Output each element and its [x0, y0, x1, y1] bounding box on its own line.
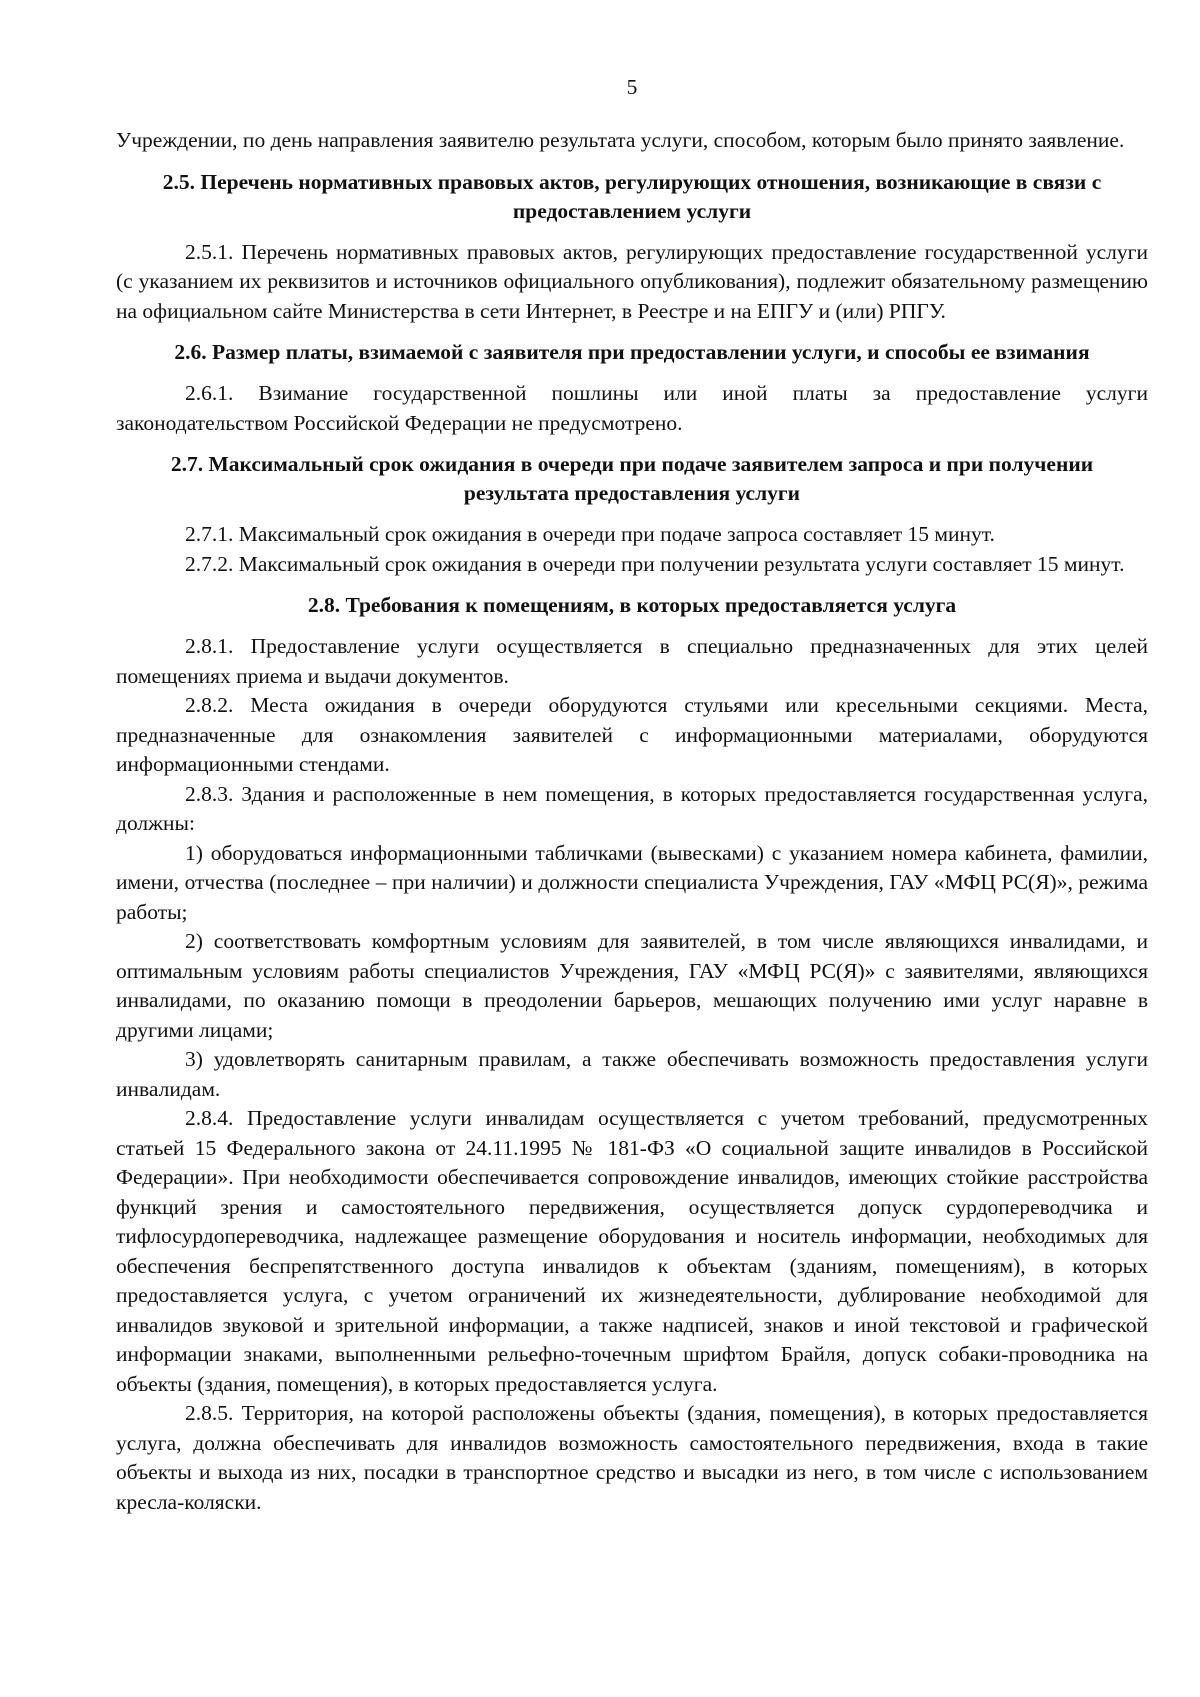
list-item-1: 1) оборудоваться информационными табличками (вывесками) с указанием номера кабинета, фамилии, имени, отчества (последнее – при наличии) и должности специалиста Учреждения, ГАУ «МФЦ РС(Я)», режима работы; [116, 840, 1148, 924]
list-item-3: 3) удовлетворять санитарным правилам, а также обеспечивать возможность предоставления услуги инвалидам. [116, 1047, 1148, 1101]
section-heading-2-5: 2.5. Перечень нормативных правовых актов, регулирующих отношения, возникающие в связи с предоставлением услуги [162, 169, 1102, 223]
paragraph-2-8-2: 2.8.2. Места ожидания в очереди оборудуются стульями или кресельными секциями. Места, предназначенные для ознакомления заявителей с информационными материалами, оборудуются информационными стендами. [116, 693, 1148, 776]
page-number: 5 [626, 75, 638, 99]
paragraph-2-8-5: 2.8.5. Территория, на которой расположены объекты (здания, помещения), в которых предоставляется услуга, должна обеспечивать для инвалидов возможность самостоятельного передвижения, входа в такие объекты и выхода из них, посадки в транспортное средство и высадки из него, в том числе с использованием кресла-коляски. [116, 1401, 1148, 1514]
paragraph-2-6-1: 2.6.1. Взимание государственной пошлины или иной платы за предоставление услуги законодательством Российской Федерации не предусмотрено. [116, 381, 1148, 435]
paragraph-2-7-1: 2.7.1. Максимальный срок ожидания в очереди при подаче запроса составляет 15 минут. [185, 522, 995, 546]
continuation-paragraph: Учреждении, по день направления заявителю результата услуги, способом, которым было принято заявление. [116, 128, 1125, 152]
document-body [116, 126, 1148, 1517]
section-heading-2-6: 2.6. Размер платы, взимаемой с заявителя при предоставлении услуги, и способы ее взимания [174, 340, 1090, 364]
paragraph-2-8-4: 2.8.4. Предоставление услуги инвалидам осуществляется с учетом требований, предусмотренных статьей 15 Федерального закона от 24.11.1995 № 181-ФЗ «О социальной защите инвалидов в Российской Федерации». При необходимости обеспечивается сопровождение инвалидов, имеющих стойкие расстройства функций зрения и самостоятельного передвижения, осуществляется допуск сурдопереводчика и тифлосурдопереводчика, надлежащее размещение оборудования и носитель информации, необходимых для обеспечения беспрепятственного доступа инвалидов к объектам (зданиям, помещениям), в которых предоставляется услуга, с учетом ограничений их жизнедеятельности, дублирование необходимой для инвалидов звуковой и зрительной информации, а также надписей, знаков и иной текстовой и графической информации знаками, выполненными рельефно-точечным шрифтом Брайля, допуск собаки-проводника на объекты (здания, помещения), в которых предоставляется услуга. [116, 1106, 1148, 1396]
paragraph-2-8-3: 2.8.3. Здания и расположенные в нем помещения, в которых предоставляется государственная услуга, должны: [116, 781, 1148, 835]
paragraph-2-7-2: 2.7.2. Максимальный срок ожидания в очереди при получении результата услуги составляет 15 минут. [185, 551, 1125, 576]
paragraph-2-5-1: 2.5.1. Перечень нормативных правовых актов, регулирующих предоставление государственной услуги (с указанием их реквизитов и источников официального опубликования), подлежит обязательному размещению на официальном сайте Министерства в сети Интернет, в Реестре и на ЕПГУ и (или) РПГУ. [116, 239, 1148, 323]
paragraph-2-8-1: 2.8.1. Предоставление услуги осуществляется в специально предназначенных для этих целей помещениях приема и выдачи документов. [116, 634, 1148, 688]
list-item-2: 2) соответствовать комфортным условиям для заявителей, в том числе являющихся инвалидами, и оптимальным условиям работы специалистов Учреждения, ГАУ «МФЦ РС(Я)» с заявителями, являющихся инвалидами, по оказанию помощи в преодолении барьеров, мешающих получению ими услуг наравне в другими лицами; [116, 929, 1148, 1042]
document-page [116, 0, 1148, 1697]
section-heading-2-7: 2.7. Максимальный срок ожидания в очереди при подаче заявителем запроса и при получении результата предоставления услуги [170, 452, 1094, 505]
section-heading-2-8: 2.8. Требования к помещениям, в которых предоставляется услуга [307, 593, 957, 617]
